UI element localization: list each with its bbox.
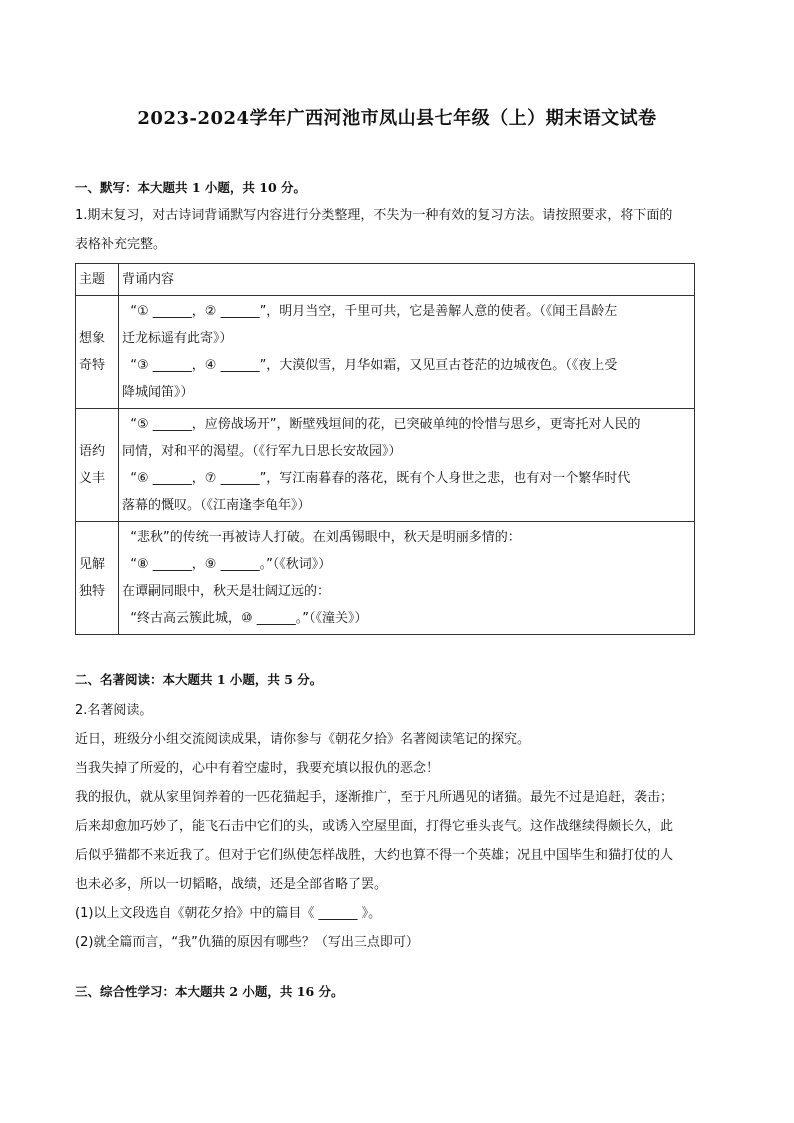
passage-line: 后似乎猫都不来近我了。但对于它们纵使怎样战胜，大约也算不得一个英雄；况且中国毕生和猫打仗的人: [75, 848, 674, 863]
table-row: [76, 409, 695, 522]
row-content: [119, 409, 695, 522]
content-line: “⑤ ______，应傍战场开”，断壁残垣间的花，已突破单纯的怜惜与思乡，更寄托对人民的: [122, 417, 641, 432]
content-line: 迁龙标遥有此寄》）: [122, 331, 233, 346]
table-header-row: [76, 264, 695, 296]
question1-line2: 表格补充完整。: [75, 237, 167, 252]
sub-question-2: (2)就全篇而言，“我”仇猫的原因有哪些？（写出三点即可）: [75, 935, 419, 950]
content-line: 在谭嗣同眼中，秋天是壮阔辽远的：: [122, 584, 331, 599]
content-line: “① ______，② ______”，明月当空，千里可共，它是善解人意的使者。（《闻王昌龄左: [122, 304, 618, 319]
question2-label: 2.名著阅读。: [75, 703, 153, 718]
row-theme: 想象 奇特: [76, 296, 119, 409]
content-line: “⑧ ______，⑨ ______。”（《秋词》）: [122, 557, 332, 572]
row-content: [119, 522, 695, 635]
row-content: [119, 296, 695, 409]
question2-block: [75, 696, 720, 957]
section3-heading: 三、综合性学习：本大题共 2 小题，共 16 分。: [75, 984, 344, 999]
question1-line1: 1.期末复习，对古诗词背诵默写内容进行分类整理，不失为一种有效的复习方法。请按照要求，将下面的: [75, 208, 673, 223]
header-theme: 主题: [76, 264, 119, 296]
passage-line: 后来却愈加巧妙了，能飞石击中它们的头，或诱入空屋里面，打得它垂头丧气。这作战继续得颇长久，此: [75, 819, 674, 834]
header-content: 背诵内容: [119, 264, 695, 296]
content-line: 降城闻笛》）: [122, 385, 194, 400]
content-line: “悲秋”的传统一再被诗人打破。在刘禹锡眼中，秋天是明丽多情的：: [122, 530, 521, 545]
content-line: 落幕的慨叹。（《江南逢李龟年》）: [122, 498, 311, 513]
question2-quote: 当我失掉了所爱的，心中有着空虚时，我要充填以报仇的恶念！: [75, 761, 440, 776]
content-line: 同情，对和平的渴望。（《行军九日思长安故园》）: [122, 444, 402, 459]
section1-heading: 一、默写：本大题共 1 小题，共 10 分。: [75, 180, 307, 195]
question2-intro: 近日，班级分小组交流阅读成果，请你参与《朝花夕拾》名著阅读笔记的探究。: [75, 732, 531, 747]
content-line: “③ ______，④ ______”，大漠似雪，月华如霜，又见亘古苍茫的边城夜色。（《夜上受: [122, 358, 618, 373]
passage-line: 我的报仇，就从家里饲养着的一匹花猫起手，逐渐推广，至于凡所遇见的诸猫。最先不过是追赶，袭击；: [75, 790, 674, 805]
table-row: [76, 522, 695, 635]
exam-title: 2023-2024学年广西河池市凤山县七年级（上）期末语文试卷: [137, 108, 657, 129]
recitation-table: [75, 263, 695, 635]
content-line: “终古高云簇此城，⑩ ______。”（《潼关》）: [122, 611, 368, 626]
row-theme: 见解 独特: [76, 522, 119, 635]
question1-text: [75, 201, 720, 259]
passage-line: 也未必多，所以一切韬略，战绩，还是全部省略了罢。: [75, 877, 388, 892]
row-theme: 语约 义丰: [76, 409, 119, 522]
content-line: “⑥ ______，⑦ ______”，写江南暮春的落花，既有个人身世之悲，也有对一个繁华时代: [122, 471, 631, 486]
section2-heading: 二、名著阅读：本大题共 1 小题，共 5 分。: [75, 672, 323, 687]
sub-question-1: (1)以上文段选自《朝花夕拾》中的篇目《 ______ 》。: [75, 906, 382, 921]
table-row: [76, 296, 695, 409]
